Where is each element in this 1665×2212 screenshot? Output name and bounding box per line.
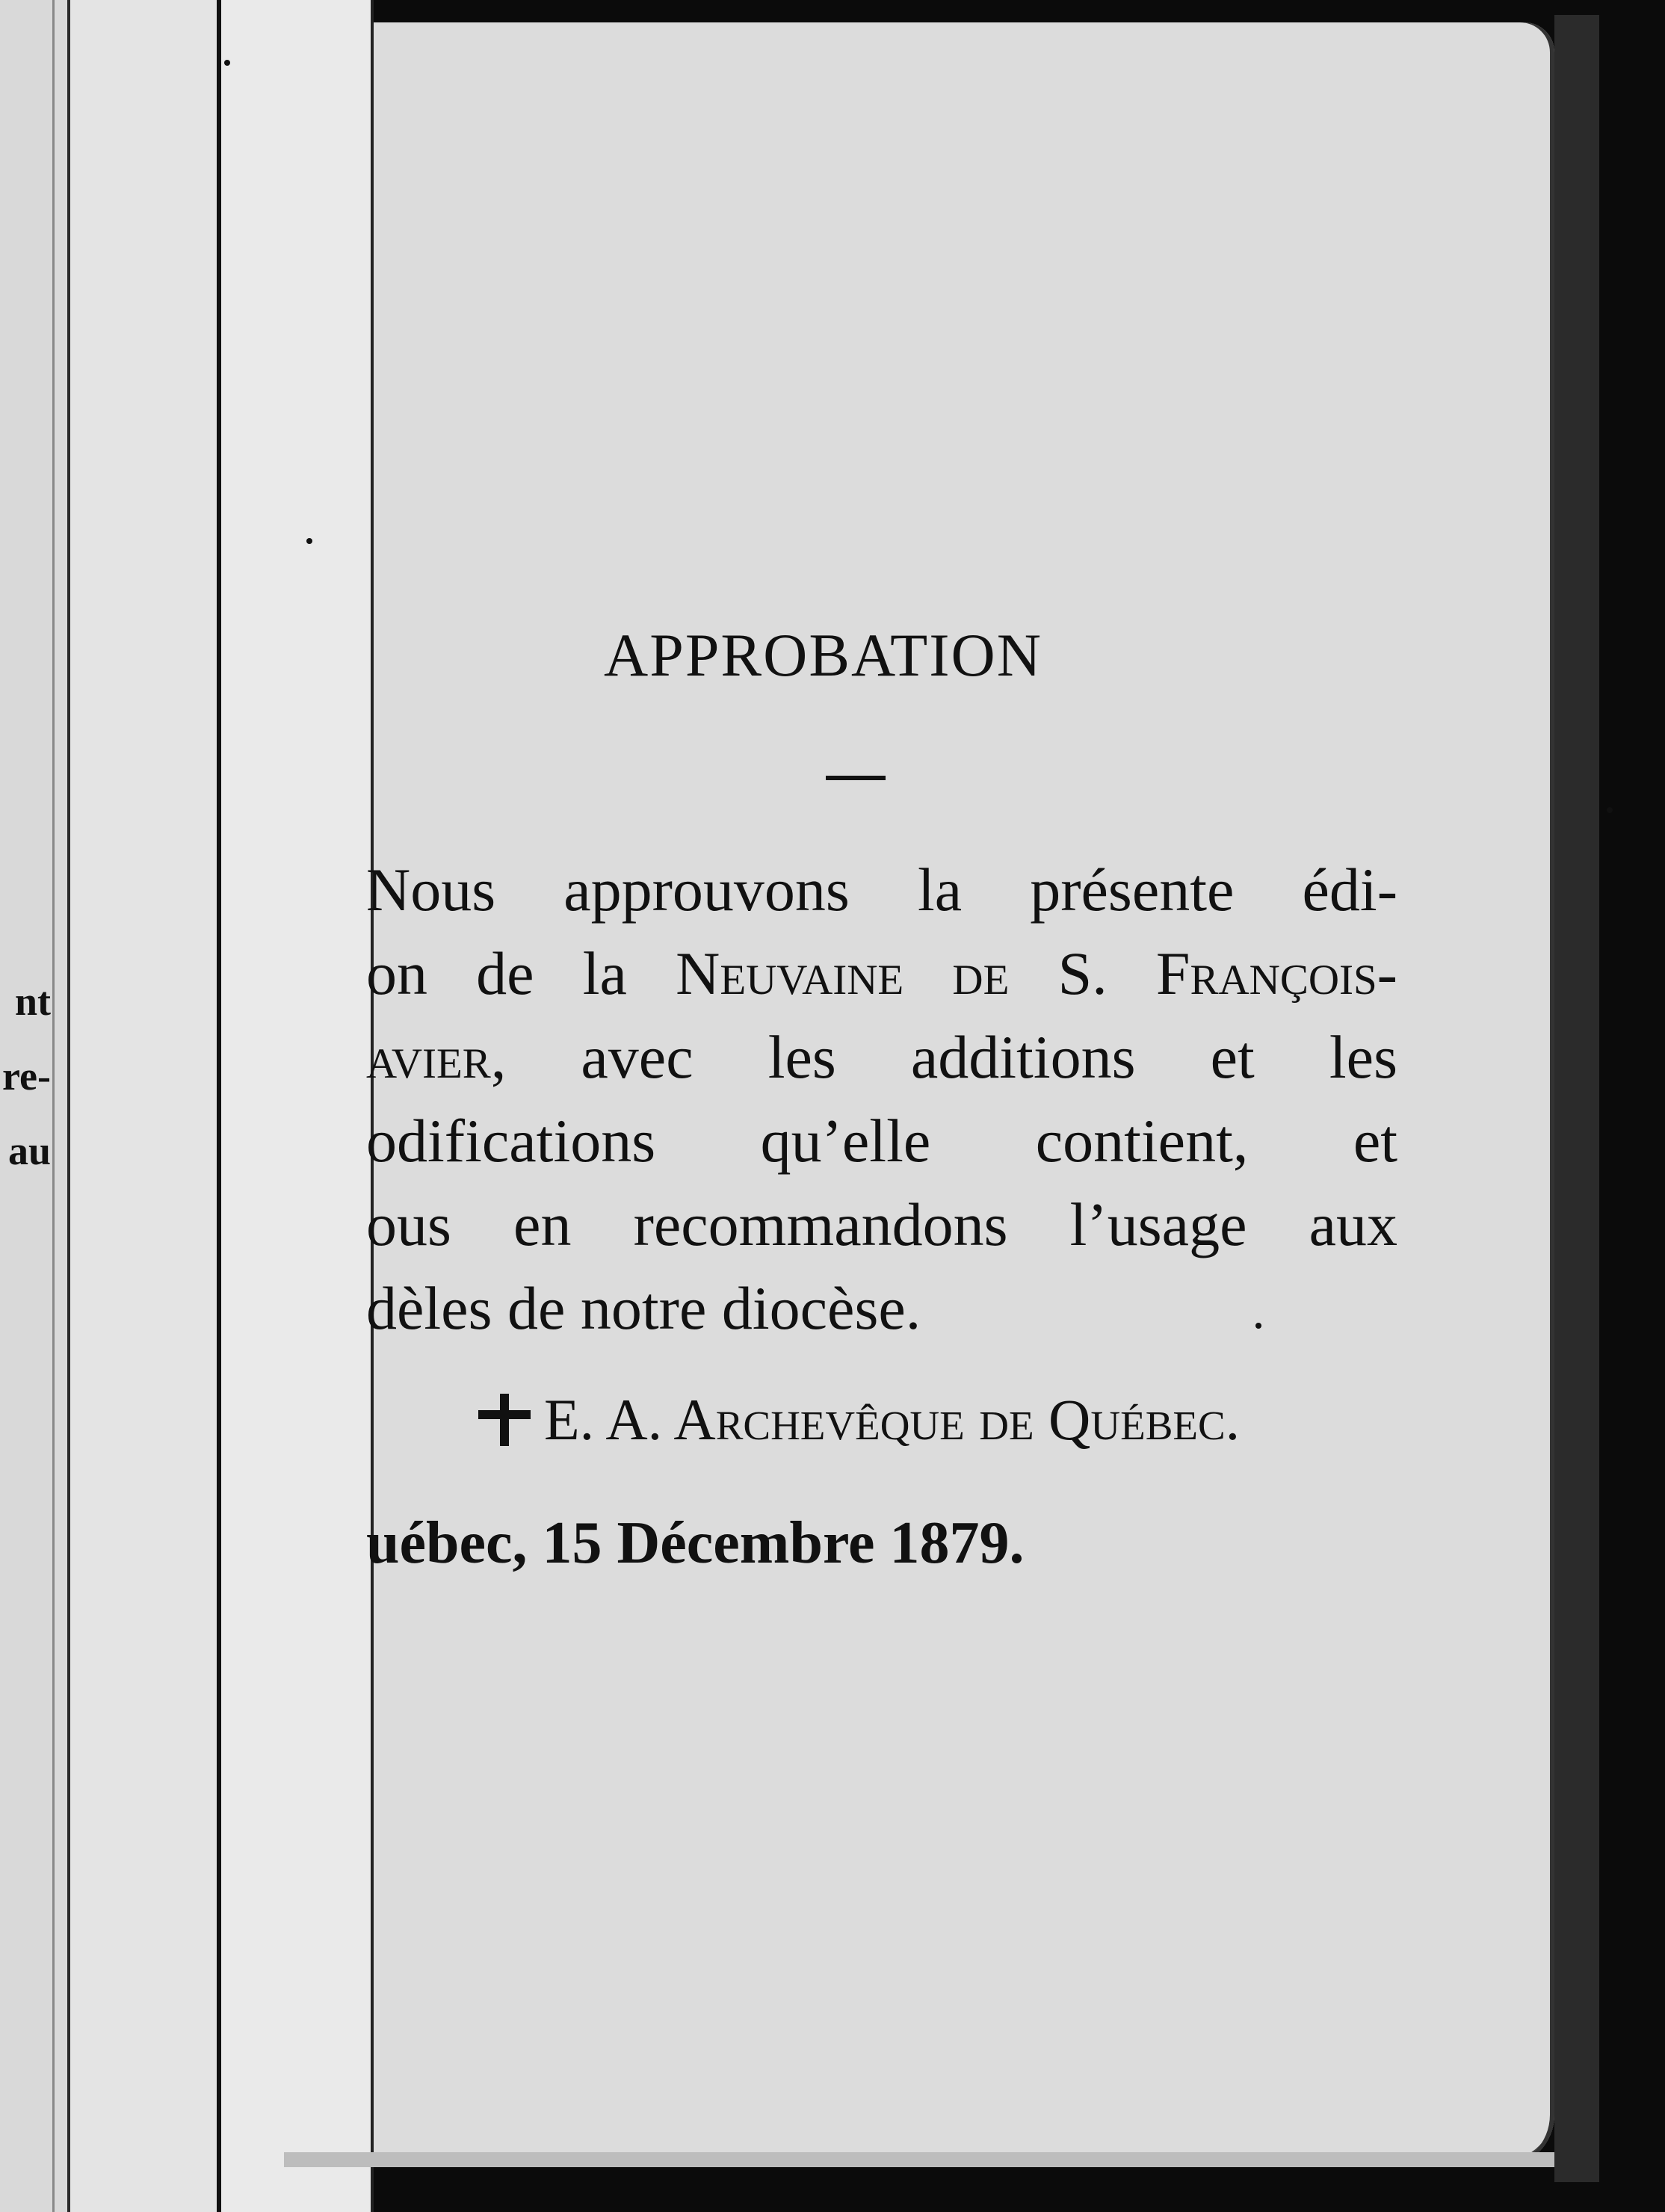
paragraph-line [366, 1099, 1397, 1183]
paragraph-text: Nous approuvons la présente édi- [366, 856, 1397, 924]
title-rule [826, 776, 886, 780]
paragraph-line [366, 1267, 1397, 1350]
paragraph-line [366, 848, 1397, 932]
signature-line [478, 1386, 1240, 1453]
date-line: uébec, 15 Décembre 1879. [366, 1510, 1025, 1576]
print-speck [1607, 807, 1613, 813]
paragraph-text: , avec les additions et les [490, 1023, 1397, 1091]
paragraph-text: Neuvaine de S. François- [676, 939, 1397, 1007]
page-bottom-edge [284, 2152, 1554, 2167]
edge-line: nt [14, 979, 51, 1024]
approbation-paragraph [366, 848, 1397, 1350]
print-speck [224, 60, 230, 66]
print-speck [306, 538, 312, 544]
page-crease [52, 0, 55, 2212]
page-title: APPROBATION [604, 621, 1042, 689]
edge-line: au [7, 1128, 51, 1173]
paragraph-line [366, 1183, 1397, 1267]
print-speck [1255, 1323, 1261, 1329]
paragraph-text: avier [366, 1023, 491, 1091]
folded-strip [67, 0, 220, 2212]
edge-line: re- [2, 1054, 51, 1099]
paragraph-text: ous en recommandons l’usage aux [366, 1190, 1397, 1258]
paragraph-text: on de la [366, 939, 676, 1007]
binding-strip [217, 0, 374, 2212]
paragraph-text: dèles de notre diocèse. [366, 1274, 921, 1342]
page-right-edge [1554, 15, 1599, 2182]
signature-text: E. A. Archevêque de Québec. [544, 1387, 1241, 1452]
cross-icon [478, 1394, 531, 1446]
adjacent-page-text [0, 964, 51, 1188]
paragraph-text: odifications qu’elle contient, et [366, 1107, 1397, 1175]
paragraph-line [366, 932, 1397, 1016]
paragraph-line [366, 1016, 1397, 1099]
